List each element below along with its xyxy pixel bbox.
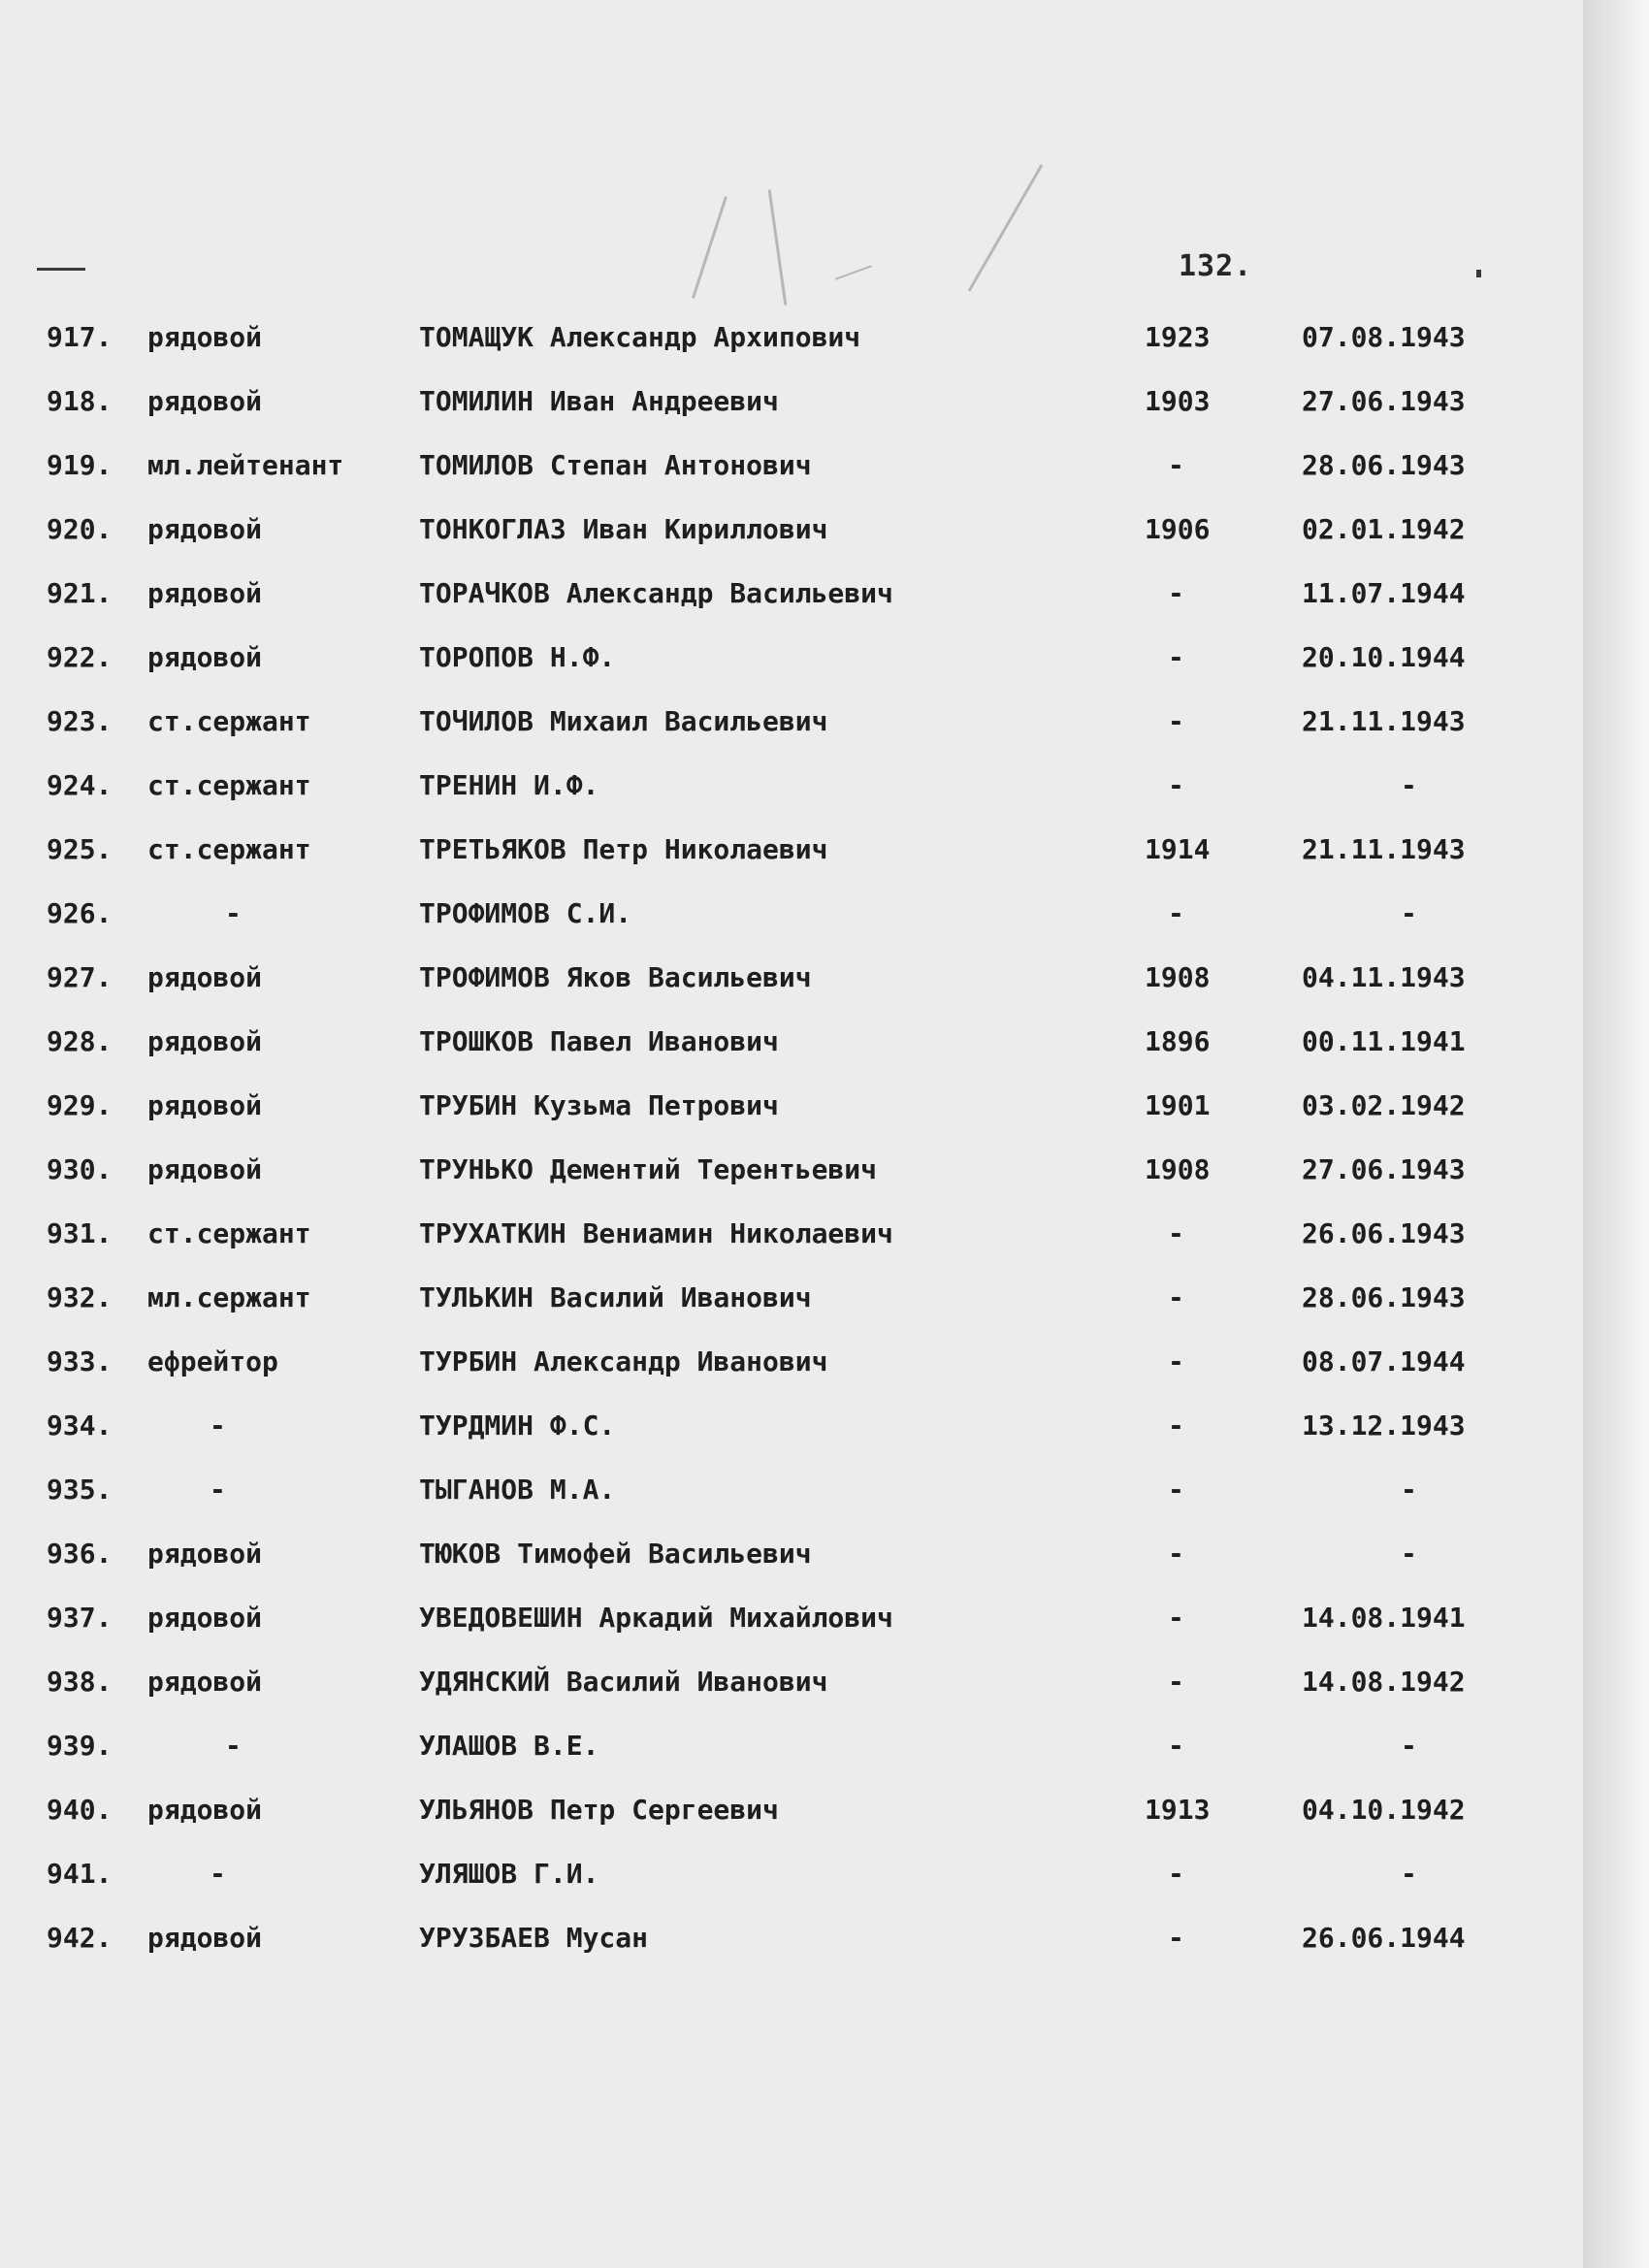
row-date: 27.06.1943 <box>1302 385 1466 417</box>
row-rank: рядовой <box>147 961 263 993</box>
list-row <box>0 1602 1583 1640</box>
row-name: ТУРБИН Александр Иванович <box>419 1345 828 1377</box>
row-name: ТЮКОВ Тимофей Васильевич <box>419 1538 812 1570</box>
row-number: 934. <box>47 1409 113 1442</box>
row-rank: рядовой <box>147 1089 263 1121</box>
row-number: 928. <box>47 1025 113 1057</box>
list-row <box>0 833 1583 872</box>
row-name: УРУЗБАЕВ Мусан <box>419 1922 649 1954</box>
row-number: 925. <box>47 833 113 865</box>
row-birth-year: - <box>1168 1474 1184 1506</box>
row-name: ТРОФИМОВ С.И. <box>419 897 632 929</box>
row-name: ТУРДМИН Ф.С. <box>419 1409 616 1442</box>
row-date: - <box>1401 1538 1417 1570</box>
row-birth-year: - <box>1168 641 1184 673</box>
row-name: ТУЛЬКИН Василий Иванович <box>419 1281 812 1313</box>
row-birth-year: - <box>1168 1538 1184 1570</box>
row-name: ТОМАЩУК Александр Архипович <box>419 321 861 353</box>
row-date: 13.12.1943 <box>1302 1409 1466 1442</box>
margin-dot <box>1476 270 1481 277</box>
row-date: 14.08.1941 <box>1302 1602 1466 1634</box>
row-number: 938. <box>47 1666 113 1698</box>
row-birth-year: - <box>1168 1730 1184 1762</box>
list-row <box>0 1474 1583 1512</box>
row-number: 941. <box>47 1858 113 1890</box>
row-number: 942. <box>47 1922 113 1954</box>
page-number: 132. <box>1179 249 1253 283</box>
row-rank: - <box>225 1730 242 1762</box>
list-row <box>0 1089 1583 1128</box>
row-name: ТОЧИЛОВ Михаил Васильевич <box>419 705 828 737</box>
row-date: 04.11.1943 <box>1302 961 1466 993</box>
row-number: 937. <box>47 1602 113 1634</box>
list-row <box>0 1538 1583 1576</box>
list-row <box>0 1666 1583 1704</box>
row-date: 07.08.1943 <box>1302 321 1466 353</box>
row-number: 919. <box>47 449 113 481</box>
row-date: 14.08.1942 <box>1302 1666 1466 1698</box>
row-name: УЛЯШОВ Г.И. <box>419 1858 599 1890</box>
row-rank: ст.сержант <box>147 1217 311 1249</box>
list-row <box>0 1730 1583 1768</box>
row-rank: рядовой <box>147 1794 263 1826</box>
row-date: 20.10.1944 <box>1302 641 1466 673</box>
row-number: 935. <box>47 1474 113 1506</box>
row-rank: рядовой <box>147 1025 263 1057</box>
row-birth-year: 1908 <box>1145 1153 1211 1185</box>
list-row <box>0 1922 1583 1960</box>
row-birth-year: - <box>1168 769 1184 801</box>
list-row <box>0 321 1583 360</box>
row-name: УВЕДОВЕШИН Аркадий Михайлович <box>419 1602 893 1634</box>
row-number: 918. <box>47 385 113 417</box>
row-name: ТОМИЛОВ Степан Антонович <box>419 449 812 481</box>
row-date: 02.01.1942 <box>1302 513 1466 545</box>
row-birth-year: - <box>1168 1409 1184 1442</box>
row-name: ТОМИЛИН Иван Андреевич <box>419 385 779 417</box>
row-birth-year: 1906 <box>1145 513 1211 545</box>
row-birth-year: - <box>1168 705 1184 737</box>
row-birth-year: 1914 <box>1145 833 1211 865</box>
row-number: 923. <box>47 705 113 737</box>
row-birth-year: 1896 <box>1145 1025 1211 1057</box>
list-row <box>0 577 1583 616</box>
row-name: ТРУХАТКИН Вениамин Николаевич <box>419 1217 893 1249</box>
row-date: - <box>1401 1858 1417 1890</box>
list-row <box>0 1153 1583 1192</box>
row-birth-year: - <box>1168 577 1184 609</box>
row-number: 929. <box>47 1089 113 1121</box>
row-date: - <box>1401 1474 1417 1506</box>
list-row <box>0 705 1583 744</box>
scan-edge-shadow <box>1583 0 1649 2268</box>
row-rank: рядовой <box>147 641 263 673</box>
row-birth-year: - <box>1168 1602 1184 1634</box>
row-name: УДЯНСКИЙ Василий Иванович <box>419 1666 828 1698</box>
row-date: 03.02.1942 <box>1302 1089 1466 1121</box>
row-birth-year: 1903 <box>1145 385 1211 417</box>
row-number: 939. <box>47 1730 113 1762</box>
row-number: 924. <box>47 769 113 801</box>
list-row <box>0 385 1583 424</box>
list-row <box>0 897 1583 936</box>
row-rank: - <box>210 1474 226 1506</box>
row-name: ТОРОПОВ Н.Ф. <box>419 641 616 673</box>
row-name: ТРОШКОВ Павел Иванович <box>419 1025 779 1057</box>
row-name: ТЫГАНОВ М.А. <box>419 1474 616 1506</box>
row-name: ТРУНЬКО Дементий Терентьевич <box>419 1153 878 1185</box>
row-number: 917. <box>47 321 113 353</box>
row-number: 922. <box>47 641 113 673</box>
row-rank: рядовой <box>147 321 263 353</box>
row-name: ТОРАЧКОВ Александр Васильевич <box>419 577 893 609</box>
margin-dash <box>37 268 85 271</box>
row-name: ТРУБИН Кузьма Петрович <box>419 1089 779 1121</box>
row-rank: рядовой <box>147 577 263 609</box>
row-birth-year: - <box>1168 1281 1184 1313</box>
row-rank: рядовой <box>147 1153 263 1185</box>
row-date: 26.06.1944 <box>1302 1922 1466 1954</box>
row-rank: ст.сержант <box>147 833 311 865</box>
list-row <box>0 961 1583 1000</box>
row-rank: рядовой <box>147 385 263 417</box>
row-name: ТРОФИМОВ Яков Васильевич <box>419 961 812 993</box>
row-birth-year: 1923 <box>1145 321 1211 353</box>
row-date: - <box>1401 769 1417 801</box>
row-number: 920. <box>47 513 113 545</box>
list-row <box>0 1858 1583 1896</box>
list-row <box>0 1281 1583 1320</box>
list-row <box>0 449 1583 488</box>
list-row <box>0 641 1583 680</box>
row-name: ТРЕНИН И.Ф. <box>419 769 599 801</box>
row-birth-year: - <box>1168 1217 1184 1249</box>
list-row <box>0 1794 1583 1832</box>
row-name: УЛЬЯНОВ Петр Сергеевич <box>419 1794 779 1826</box>
row-name: УЛАШОВ В.Е. <box>419 1730 599 1762</box>
list-row <box>0 1217 1583 1256</box>
row-number: 927. <box>47 961 113 993</box>
row-rank: рядовой <box>147 1538 263 1570</box>
row-number: 931. <box>47 1217 113 1249</box>
row-birth-year: - <box>1168 1922 1184 1954</box>
row-date: 00.11.1941 <box>1302 1025 1466 1057</box>
row-date: 27.06.1943 <box>1302 1153 1466 1185</box>
row-birth-year: 1908 <box>1145 961 1211 993</box>
row-date: 21.11.1943 <box>1302 833 1466 865</box>
row-date: - <box>1401 1730 1417 1762</box>
list-row <box>0 769 1583 808</box>
row-name: ТОНКОГЛАЗ Иван Кириллович <box>419 513 828 545</box>
row-rank: рядовой <box>147 1922 263 1954</box>
row-birth-year: - <box>1168 1858 1184 1890</box>
row-date: 21.11.1943 <box>1302 705 1466 737</box>
row-rank: рядовой <box>147 1602 263 1634</box>
row-date: - <box>1401 897 1417 929</box>
row-date: 04.10.1942 <box>1302 1794 1466 1826</box>
row-rank: - <box>210 1858 226 1890</box>
row-date: 26.06.1943 <box>1302 1217 1466 1249</box>
row-rank: - <box>225 897 242 929</box>
list-row <box>0 1345 1583 1384</box>
list-row <box>0 1025 1583 1064</box>
row-birth-year: - <box>1168 449 1184 481</box>
row-rank: - <box>210 1409 226 1442</box>
row-rank: рядовой <box>147 513 263 545</box>
row-number: 926. <box>47 897 113 929</box>
row-number: 932. <box>47 1281 113 1313</box>
row-rank: ст.сержант <box>147 769 311 801</box>
row-date: 28.06.1943 <box>1302 1281 1466 1313</box>
row-birth-year: - <box>1168 897 1184 929</box>
row-number: 933. <box>47 1345 113 1377</box>
row-date: 08.07.1944 <box>1302 1345 1466 1377</box>
row-rank: ст.сержант <box>147 705 311 737</box>
row-name: ТРЕТЬЯКОВ Петр Николаевич <box>419 833 828 865</box>
row-birth-year: - <box>1168 1345 1184 1377</box>
row-number: 936. <box>47 1538 113 1570</box>
list-row <box>0 1409 1583 1448</box>
row-birth-year: 1901 <box>1145 1089 1211 1121</box>
row-number: 940. <box>47 1794 113 1826</box>
row-date: 28.06.1943 <box>1302 449 1466 481</box>
row-rank: рядовой <box>147 1666 263 1698</box>
list-row <box>0 513 1583 552</box>
row-number: 921. <box>47 577 113 609</box>
row-rank: ефрейтор <box>147 1345 278 1377</box>
row-rank: мл.сержант <box>147 1281 311 1313</box>
row-birth-year: 1913 <box>1145 1794 1211 1826</box>
row-date: 11.07.1944 <box>1302 577 1466 609</box>
row-rank: мл.лейтенант <box>147 449 344 481</box>
row-number: 930. <box>47 1153 113 1185</box>
row-birth-year: - <box>1168 1666 1184 1698</box>
